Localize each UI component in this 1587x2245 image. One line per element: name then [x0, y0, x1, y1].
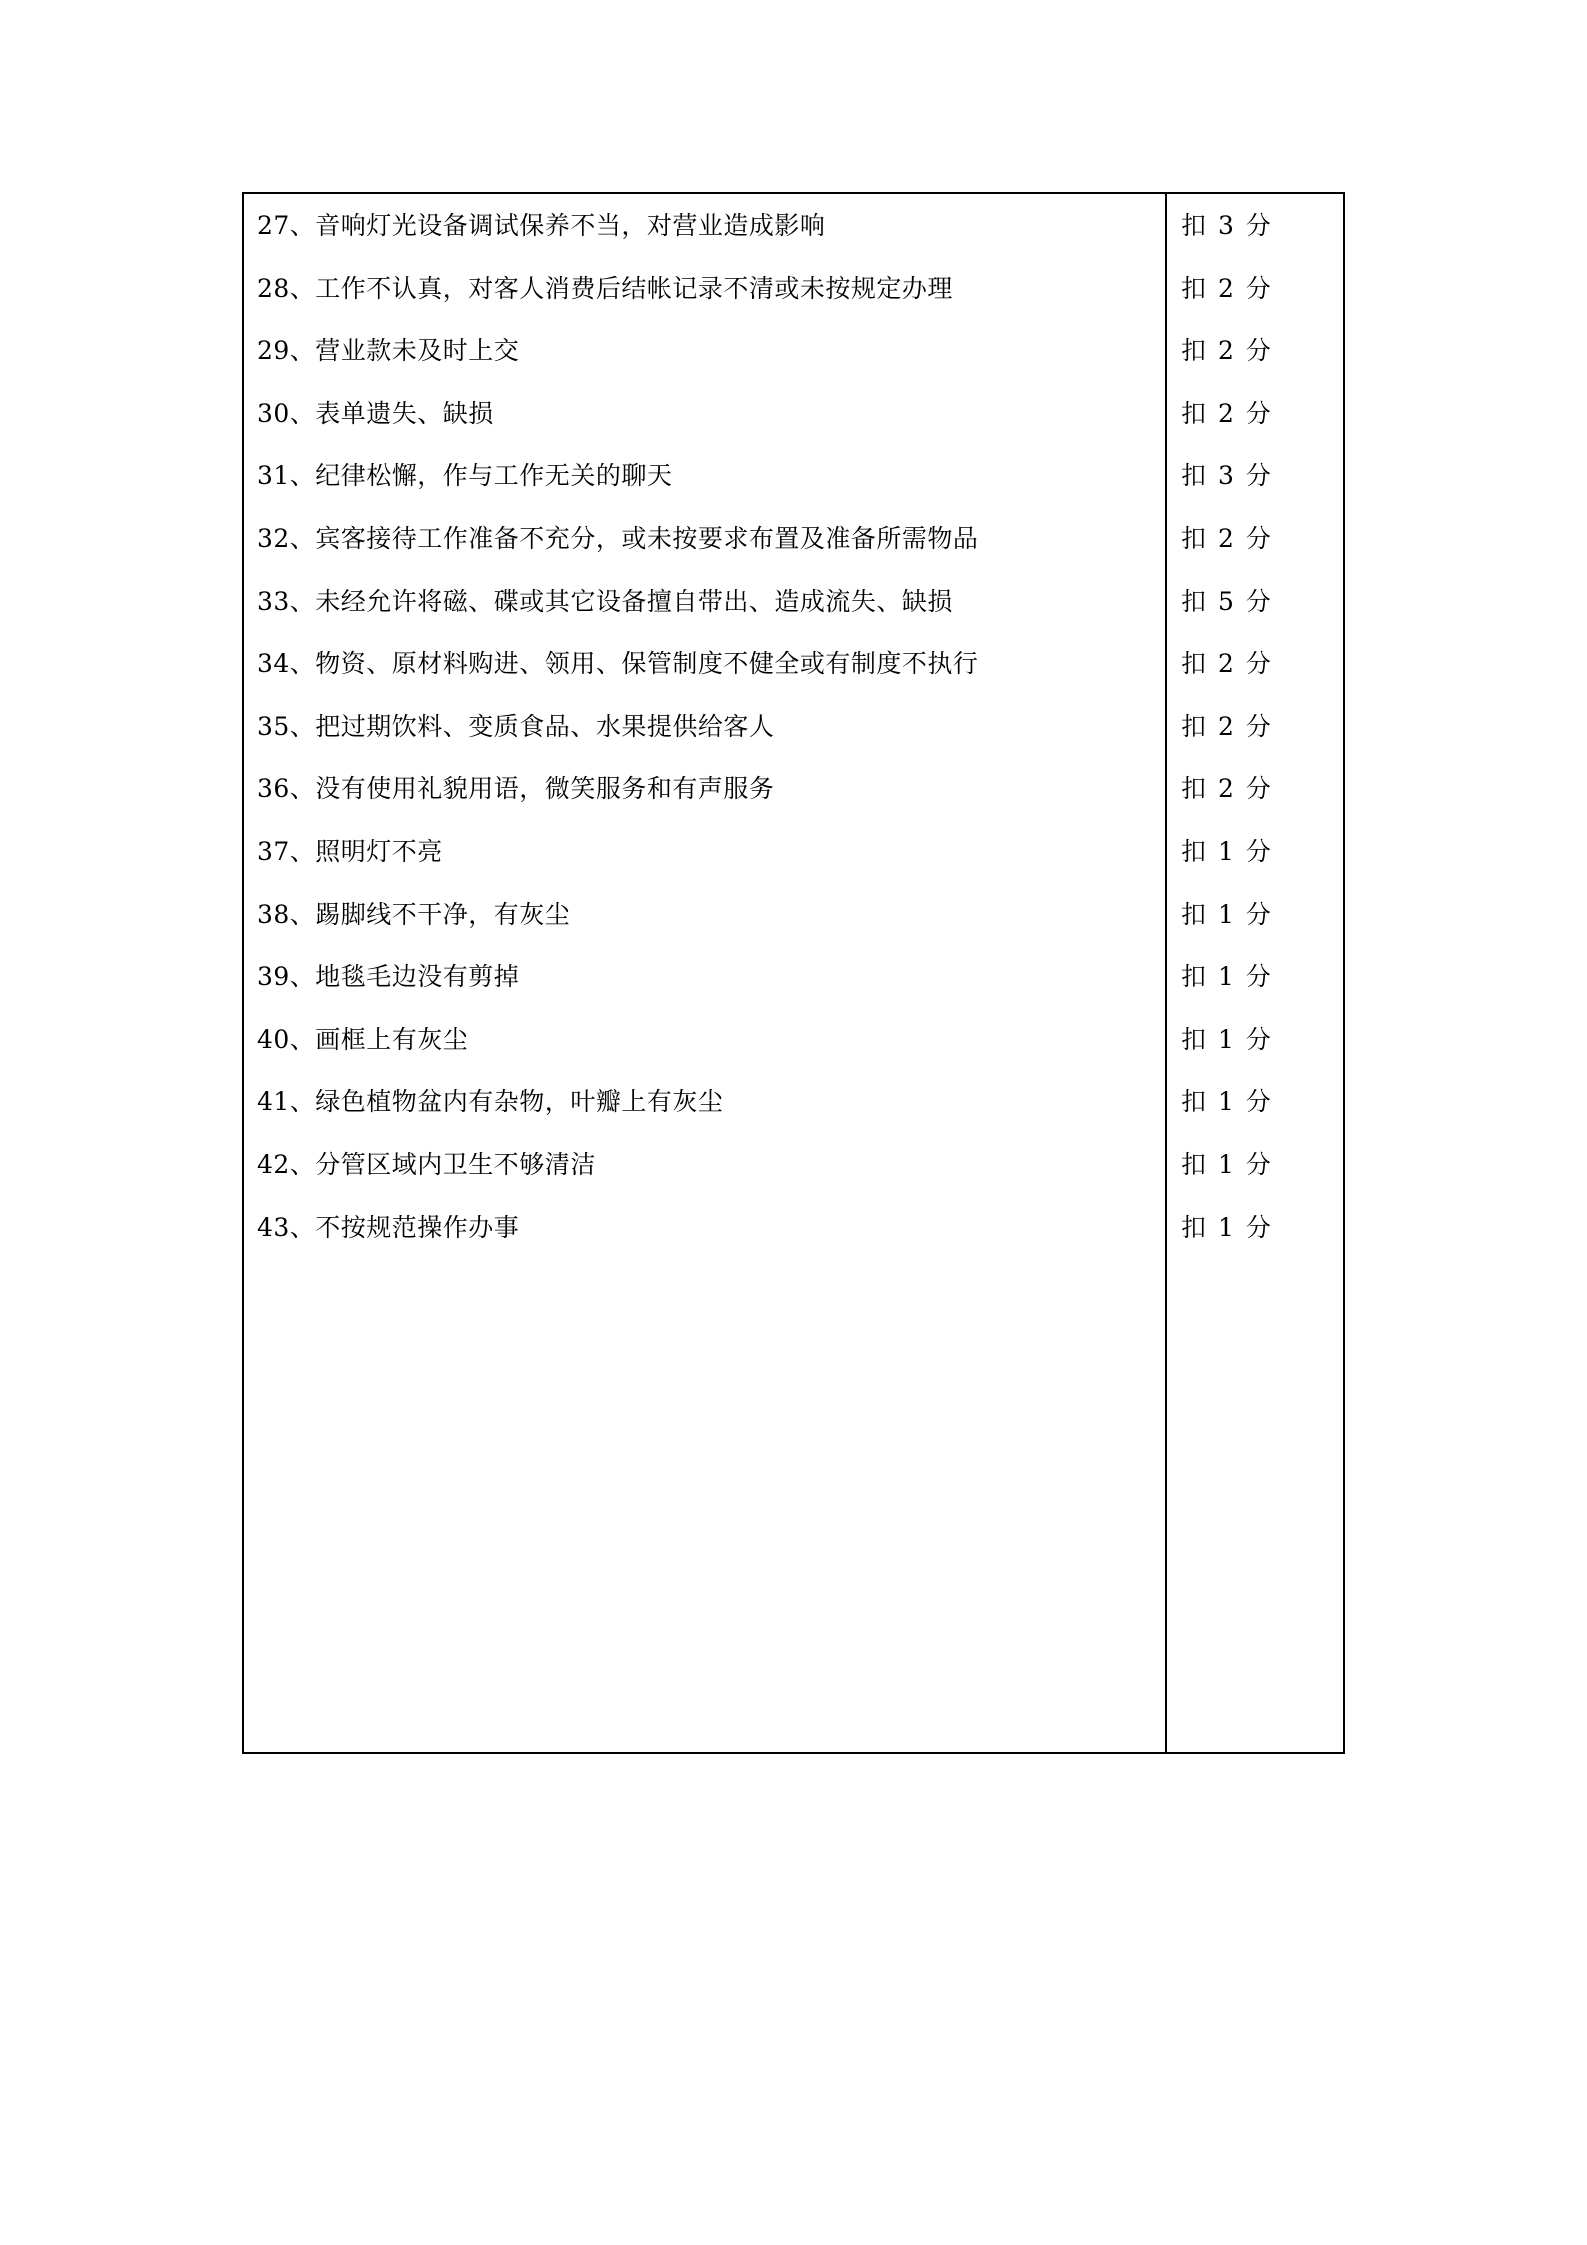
table-row: [244, 897, 1343, 960]
rule-item: 35、把过期饮料、变质食品、水果提供给客人: [257, 711, 775, 741]
deduction-table: [242, 192, 1345, 1754]
rule-item: 32、宾客接待工作准备不充分，或未按要求布置及准备所需物品: [257, 523, 979, 553]
rule-item: 42、分管区域内卫生不够清洁: [257, 1149, 596, 1179]
deduction-score: 扣 1 分: [1181, 962, 1271, 992]
table-row: [244, 396, 1343, 459]
rule-item: 33、未经允许将磁、碟或其它设备擅自带出、造成流失、缺损: [257, 586, 953, 616]
table-row: [244, 458, 1343, 521]
table-row: [244, 959, 1343, 1022]
table-row: [244, 1084, 1343, 1147]
table-row: [244, 1147, 1343, 1210]
rule-item: 29、营业款未及时上交: [257, 336, 520, 366]
table-row: [244, 1022, 1343, 1085]
deduction-score: 扣 1 分: [1181, 1087, 1271, 1117]
table-row: [244, 1210, 1343, 1273]
rule-item: 43、不按规范操作办事: [257, 1212, 520, 1242]
rule-item: 38、踢脚线不干净，有灰尘: [257, 899, 571, 929]
table-row: [244, 709, 1343, 772]
deduction-score: 扣 2 分: [1181, 273, 1271, 303]
table-row: [244, 646, 1343, 709]
rule-item: 37、照明灯不亮: [257, 836, 443, 866]
rule-item: 30、表单遗失、缺损: [257, 398, 494, 428]
table-row: [244, 834, 1343, 897]
table-row: [244, 208, 1343, 271]
deduction-score: 扣 1 分: [1181, 1024, 1271, 1054]
table-rows: [244, 208, 1343, 1272]
rule-item: 27、音响灯光设备调试保养不当，对营业造成影响: [257, 211, 826, 240]
table-row: [244, 521, 1343, 584]
deduction-score: 扣 2 分: [1181, 774, 1271, 804]
deduction-score: 扣 1 分: [1181, 899, 1271, 929]
rule-item: 40、画框上有灰尘: [257, 1024, 469, 1054]
table-row: [244, 271, 1343, 334]
rule-item: 28、工作不认真，对客人消费后结帐记录不清或未按规定办理: [257, 273, 953, 303]
rule-item: 39、地毯毛边没有剪掉: [257, 962, 520, 992]
deduction-score: 扣 1 分: [1181, 1149, 1271, 1179]
deduction-score: 扣 1 分: [1181, 1212, 1271, 1242]
table-row: [244, 584, 1343, 647]
table-row: [244, 771, 1343, 834]
deduction-score: 扣 2 分: [1181, 398, 1271, 428]
deduction-score: 扣 2 分: [1181, 711, 1271, 741]
deduction-score: 扣 3 分: [1181, 461, 1271, 491]
deduction-score: 扣 1 分: [1181, 836, 1271, 866]
rule-item: 36、没有使用礼貌用语，微笑服务和有声服务: [257, 774, 775, 804]
rule-item: 41、绿色植物盆内有杂物，叶瓣上有灰尘: [257, 1087, 724, 1117]
rule-item: 31、纪律松懈，作与工作无关的聊天: [257, 461, 673, 491]
deduction-score: 扣 2 分: [1181, 336, 1271, 366]
deduction-score: 扣 3 分: [1181, 211, 1271, 240]
rule-item: 34、物资、原材料购进、领用、保管制度不健全或有制度不执行: [257, 649, 979, 679]
deduction-score: 扣 2 分: [1181, 523, 1271, 553]
deduction-score: 扣 2 分: [1181, 649, 1271, 679]
table-row: [244, 333, 1343, 396]
deduction-score: 扣 5 分: [1181, 586, 1271, 616]
